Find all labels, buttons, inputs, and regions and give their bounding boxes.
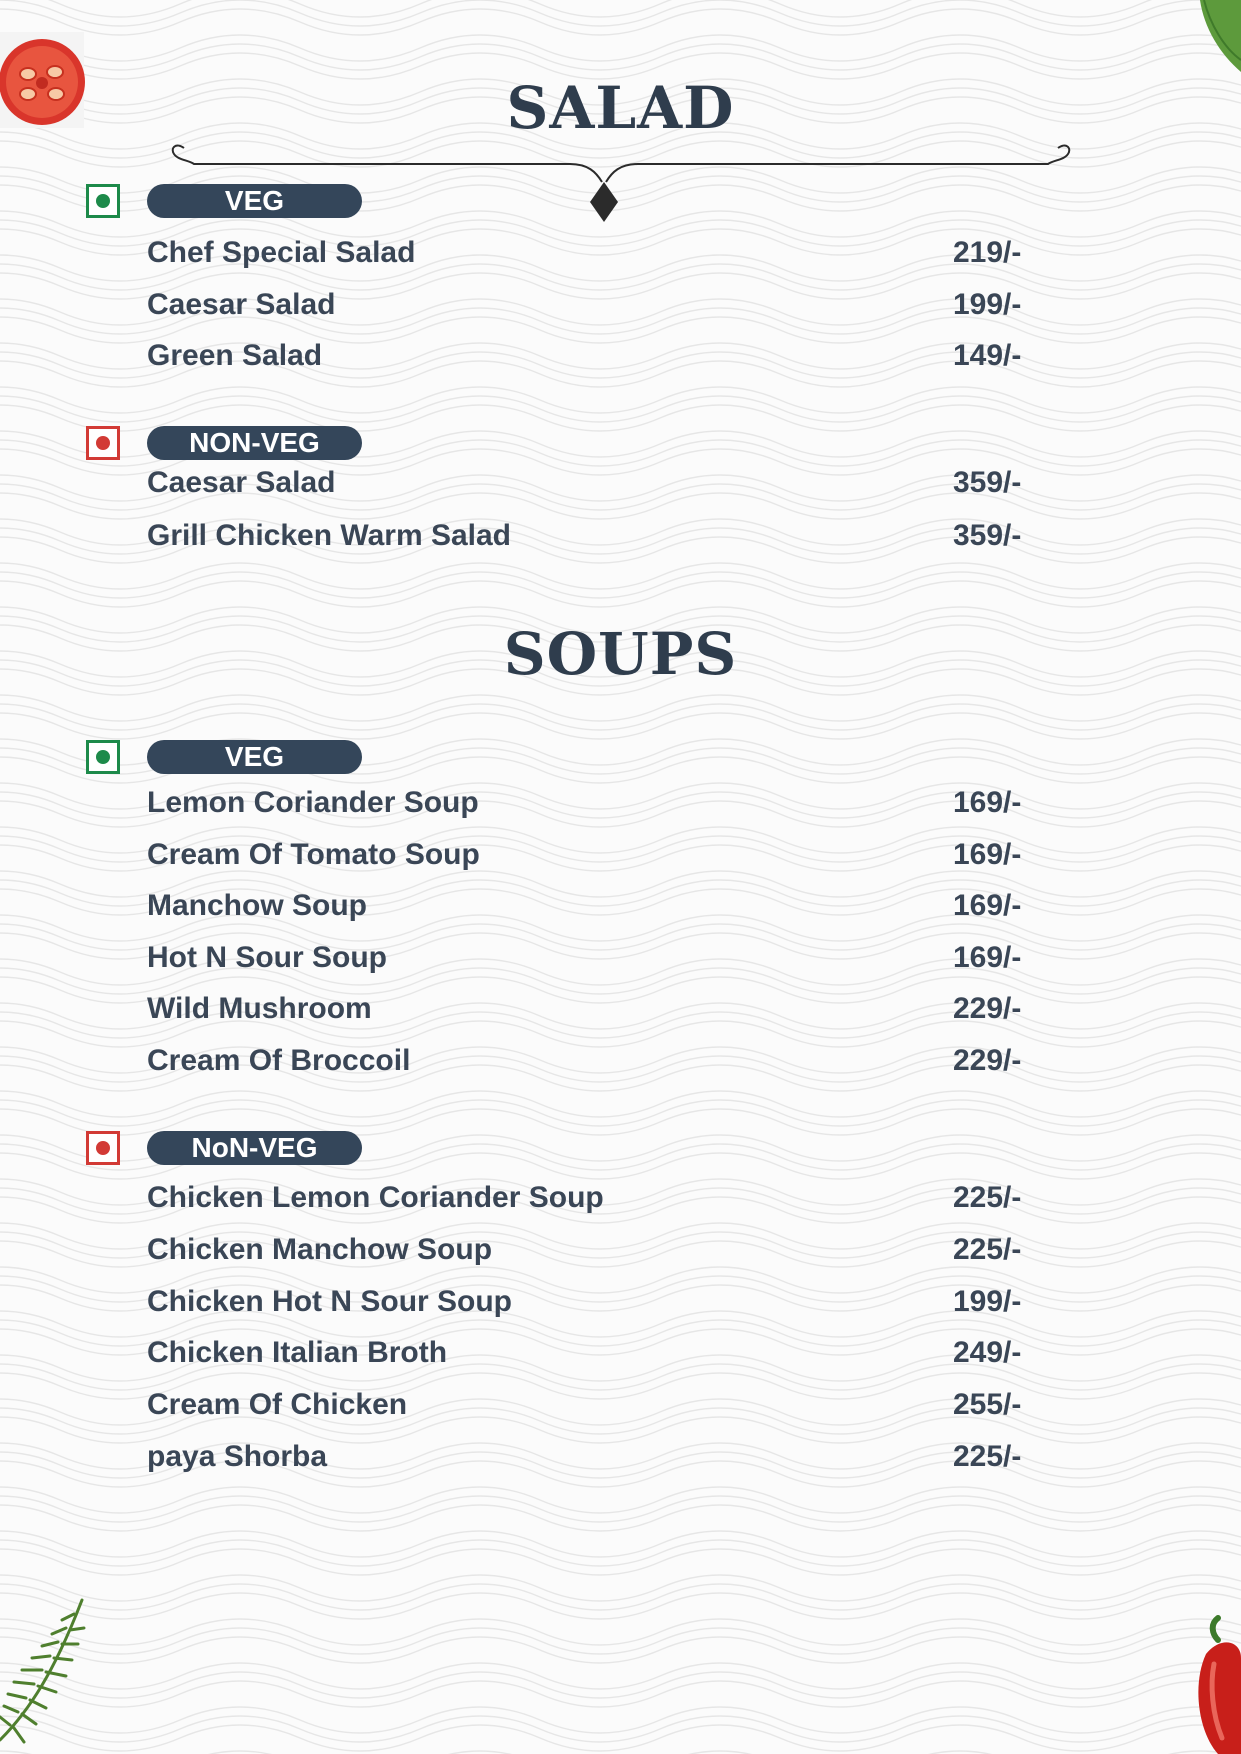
menu-item-price: 225/- [953, 1181, 1022, 1214]
chili-pepper-icon [1188, 1614, 1241, 1754]
menu-item-name: Caesar Salad [147, 466, 336, 499]
soups-section-title: SOUPS [503, 620, 738, 688]
menu-item-price: 255/- [953, 1388, 1022, 1421]
menu-item-price: 225/- [953, 1233, 1022, 1266]
nonveg-symbol-icon [86, 1131, 120, 1165]
menu-item-price: 199/- [953, 288, 1022, 321]
nonveg-symbol-icon [86, 426, 120, 460]
salad-section-title: SALAD [506, 74, 735, 142]
menu-item-price: 169/- [953, 786, 1022, 819]
nonveg-category-pill: NoN-VEG [147, 1131, 362, 1165]
leaf-icon [1190, 0, 1241, 72]
menu-item-price: 169/- [953, 889, 1022, 922]
menu-item-name: Caesar Salad [147, 288, 336, 321]
menu-item-price: 169/- [953, 838, 1022, 871]
menu-item-name: Grill Chicken Warm Salad [147, 519, 511, 552]
menu-item-name: Cream Of Broccoil [147, 1044, 411, 1077]
menu-item-price: 229/- [953, 1044, 1022, 1077]
menu-item-price: 249/- [953, 1336, 1022, 1369]
veg-category-pill: VEG [147, 184, 362, 218]
menu-item-name: paya Shorba [147, 1440, 328, 1473]
menu-item-name: Green Salad [147, 339, 323, 372]
menu-item-name: Chef Special Salad [147, 236, 416, 269]
menu-item-name: Cream Of Tomato Soup [147, 838, 480, 871]
nonveg-category-pill: NON-VEG [147, 426, 362, 460]
menu-item-name: Chicken Hot N Sour Soup [147, 1285, 513, 1318]
menu-item-name: Wild Mushroom [147, 992, 372, 1025]
menu-item-price: 229/- [953, 992, 1022, 1025]
menu-item-name: Cream Of Chicken [147, 1388, 408, 1421]
menu-item-price: 169/- [953, 941, 1022, 974]
menu-item-price: 359/- [953, 466, 1022, 499]
menu-item-price: 199/- [953, 1285, 1022, 1318]
menu-item-name: Lemon Coriander Soup [147, 786, 479, 819]
menu-item-price: 219/- [953, 236, 1022, 269]
menu-item-name: Chicken Manchow Soup [147, 1233, 493, 1266]
veg-symbol-icon [86, 740, 120, 774]
menu-item-name: Chicken Lemon Coriander Soup [147, 1181, 604, 1214]
menu-item-price: 359/- [953, 519, 1022, 552]
menu-item-name: Hot N Sour Soup [147, 941, 387, 974]
herb-sprig-icon [0, 1590, 90, 1754]
menu-item-price: 225/- [953, 1440, 1022, 1473]
menu-item-name: Manchow Soup [147, 889, 367, 922]
veg-symbol-icon [86, 184, 120, 218]
menu-item-name: Chicken Italian Broth [147, 1336, 448, 1369]
veg-category-pill: VEG [147, 740, 362, 774]
menu-item-price: 149/- [953, 339, 1022, 372]
